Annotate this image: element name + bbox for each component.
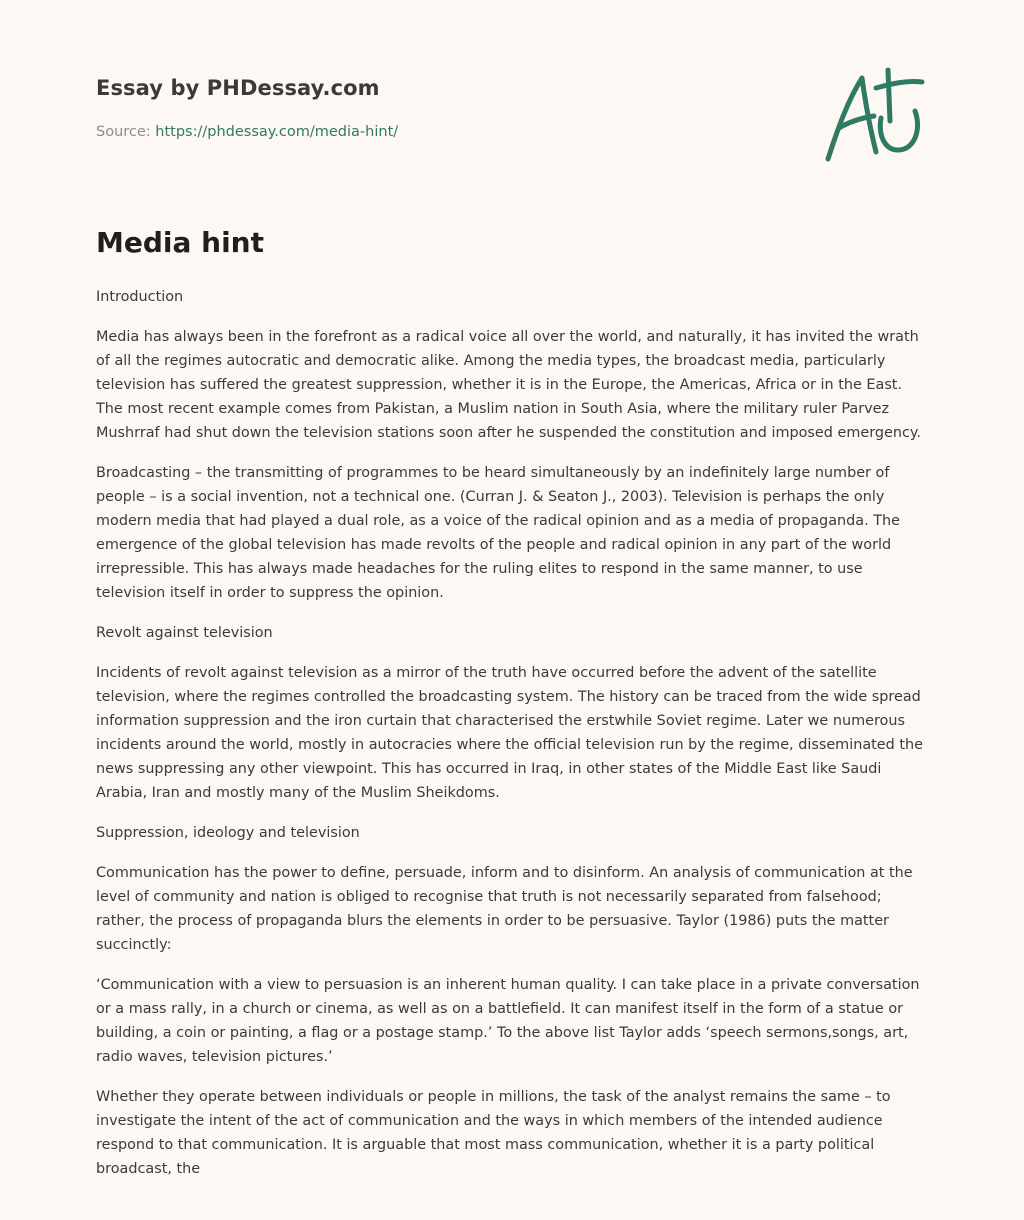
section-heading-revolt: Revolt against television <box>96 625 273 641</box>
body-paragraph: Whether they operate between individuals or people in millions, the task of the analyst remains the same – to investigate the intent of the act of communication and the ways in which members of the intended audience respond to that communication. It is arguable that most mass communication, whether it is a party political broadcast, the <box>96 1089 891 1177</box>
body-paragraph: Broadcasting – the transmitting of programmes to be heard simultaneously by an indefinitely large number of people – is a social invention, not a technical one. (Curran J. & Seaton J., 2003). Television is perhaps the only modern media that had played a dual role, as a voice of the radical opinion and as a media of propaganda. The emergence of the global television has made revolts of the people and radical opinion in any part of the world irrepressible. This has always made headaches for the ruling elites to respond in the same manner, to use television itself in order to suppress the opinion. <box>96 465 900 601</box>
a-plus-logo <box>818 66 930 166</box>
body-paragraph: Incidents of revolt against television as a mirror of the truth have occurred before the advent of the satellite television, where the regimes controlled the broadcasting system. The history can be traced from the wide spread information suppression and the iron curtain that characterised the erstwhile Soviet regime. Later we numerous incidents around the world, mostly in autocracies where the official television run by the regime, disseminated the news suppressing any other viewpoint. This has occurred in Iraq, in other states of the Middle East like Saudi Arabia, Iran and mostly many of the Muslim Sheikdoms. <box>96 665 923 801</box>
article-body <box>96 285 928 1197</box>
quote-paragraph: ‘Communication with a view to persuasion is an inherent human quality. I can take place in a private conversation or a mass rally, in a church or cinema, as well as on a battlefield. It can manifest itself in the form of a statue or building, a coin or painting, a flag or a postage stamp.’ To the above list Taylor adds ‘speech sermons,songs, art, radio waves, television pictures.’ <box>96 977 920 1065</box>
body-paragraph: Media has always been in the forefront as a radical voice all over the world, and naturally, it has invited the wrath of all the regimes autocratic and democratic alike. Among the media types, the broadcast media, particularly television has suffered the greatest suppression, whether it is in the Europe, the Americas, Africa or in the East. The most recent example comes from Pakistan, a Muslim nation in South Asia, where the military ruler Parvez Mushrraf had shut down the television stations soon after he suspended the constitution and imposed emergency. <box>96 329 921 441</box>
source-line <box>96 124 398 140</box>
section-heading-suppression: Suppression, ideology and television <box>96 825 360 841</box>
source-link[interactable]: https://phdessay.com/media-hint/ <box>155 124 399 140</box>
body-paragraph: Communication has the power to define, persuade, inform and to disinform. An analysis of communication at the level of community and nation is obliged to recognise that truth is not necessarily separated from falsehood; rather, the process of propaganda blurs the elements in order to be persuasive. Taylor (1986) puts the matter succinctly: <box>96 865 913 953</box>
section-heading-introduction: Introduction <box>96 289 184 305</box>
article-title: Media hint <box>96 226 264 259</box>
source-label: Source: <box>96 124 156 140</box>
site-brand: Essay by PHDessay.com <box>96 76 380 100</box>
